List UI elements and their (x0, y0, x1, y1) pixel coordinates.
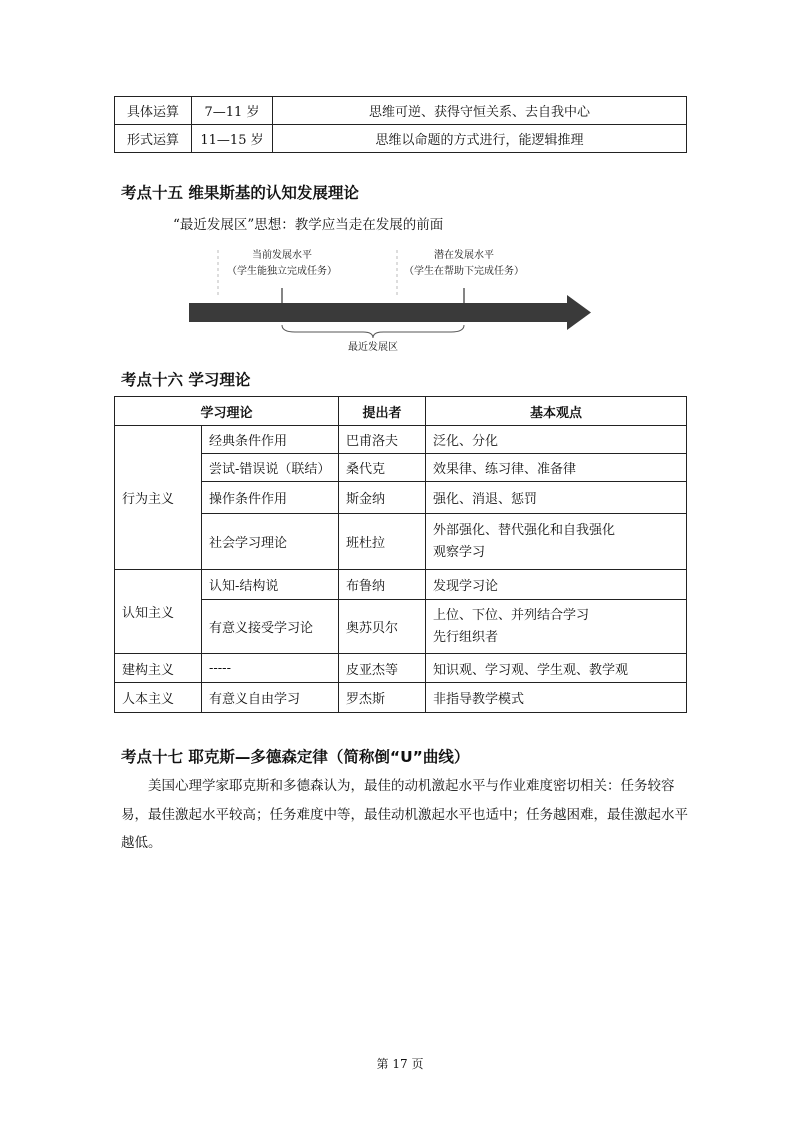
points-cell: 非指导教学模式 (426, 683, 687, 713)
stage-age: 11—15 岁 (192, 125, 273, 153)
school-cell: 人本主义 (115, 683, 202, 713)
author-cell: 班杜拉 (339, 514, 426, 570)
development-arrow-head (567, 295, 591, 330)
stage-name: 具体运算 (115, 97, 192, 125)
section-heading-16: 考点十六 学习理论 (121, 371, 251, 389)
point-line: 上位、下位、并列结合学习 (433, 607, 590, 623)
current-level-label: 当前发展水平 (252, 250, 312, 261)
point-line: 先行组织者 (433, 629, 499, 645)
current-level-desc: （学生能独立完成任务） (227, 266, 337, 277)
table-row (115, 683, 687, 713)
table-row (115, 570, 687, 600)
author-cell: 巴甫洛夫 (339, 426, 426, 454)
points-cell: 效果律、练习律、准备律 (426, 454, 687, 482)
header-points: 基本观点 (426, 397, 687, 426)
school-cell: 行为主义 (115, 426, 202, 570)
theory-cell: 经典条件作用 (202, 426, 339, 454)
section-heading-17: 考点十七 耶克斯—多德森定律（简称倒“U”曲线） (121, 748, 470, 766)
author-cell: 桑代克 (339, 454, 426, 482)
point-line: 外部强化、替代强化和自我强化 (433, 522, 616, 538)
yerkes-dodson-paragraph: 美国心理学家耶克斯和多德森认为，最佳的动机激起水平与作业难度密切相关：任务较容易，最佳激起水平较高；任务难度中等，最佳动机激起水平也适中；任务越困难，最佳激起水平越低。 (121, 778, 688, 851)
zpd-intro-text: “最近发展区”思想：教学应当走在发展的前面 (173, 217, 444, 233)
theory-cell: 尝试-错误说（联结） (202, 454, 339, 482)
school-cell: 认知主义 (115, 570, 202, 654)
potential-level-label: 潜在发展水平 (434, 250, 494, 261)
theory-cell: ----- (202, 654, 339, 683)
theory-cell: 有意义接受学习论 (202, 600, 339, 654)
table-row (115, 426, 687, 454)
author-cell: 布鲁纳 (339, 570, 426, 600)
zpd-brace (282, 325, 464, 338)
theory-cell: 操作条件作用 (202, 482, 339, 514)
table-row (115, 97, 687, 125)
header-theory: 学习理论 (115, 397, 339, 426)
page-number: 第 17 页 (376, 1057, 424, 1071)
points-cell: 强化、消退、惩罚 (426, 482, 687, 514)
zpd-diagram (185, 240, 595, 358)
stage-age: 7—11 岁 (192, 97, 273, 125)
points-cell (426, 600, 687, 654)
author-cell: 奥苏贝尔 (339, 600, 426, 654)
points-cell: 发现学习论 (426, 570, 687, 600)
points-cell: 泛化、分化 (426, 426, 687, 454)
author-cell: 斯金纳 (339, 482, 426, 514)
author-cell: 罗杰斯 (339, 683, 426, 713)
cognitive-stage-table (114, 96, 687, 153)
theory-cell: 有意义自由学习 (202, 683, 339, 713)
author-cell: 皮亚杰等 (339, 654, 426, 683)
zpd-label: 最近发展区 (348, 342, 398, 353)
learning-theory-table (114, 396, 687, 713)
school-cell: 建构主义 (115, 654, 202, 683)
development-arrow-shaft (189, 303, 571, 322)
stage-feature: 思维以命题的方式进行，能逻辑推理 (273, 125, 687, 153)
point-line: 观察学习 (433, 544, 486, 560)
stage-name: 形式运算 (115, 125, 192, 153)
table-header-row (115, 397, 687, 426)
table-row (115, 125, 687, 153)
table-row (115, 654, 687, 683)
points-cell: 知识观、学习观、学生观、教学观 (426, 654, 687, 683)
section-heading-15: 考点十五 维果斯基的认知发展理论 (121, 184, 359, 202)
theory-cell: 认知-结构说 (202, 570, 339, 600)
theory-cell: 社会学习理论 (202, 514, 339, 570)
stage-feature: 思维可逆、获得守恒关系、去自我中心 (273, 97, 687, 125)
potential-level-desc: （学生在帮助下完成任务） (404, 266, 524, 277)
points-cell (426, 514, 687, 570)
header-author: 提出者 (339, 397, 426, 426)
